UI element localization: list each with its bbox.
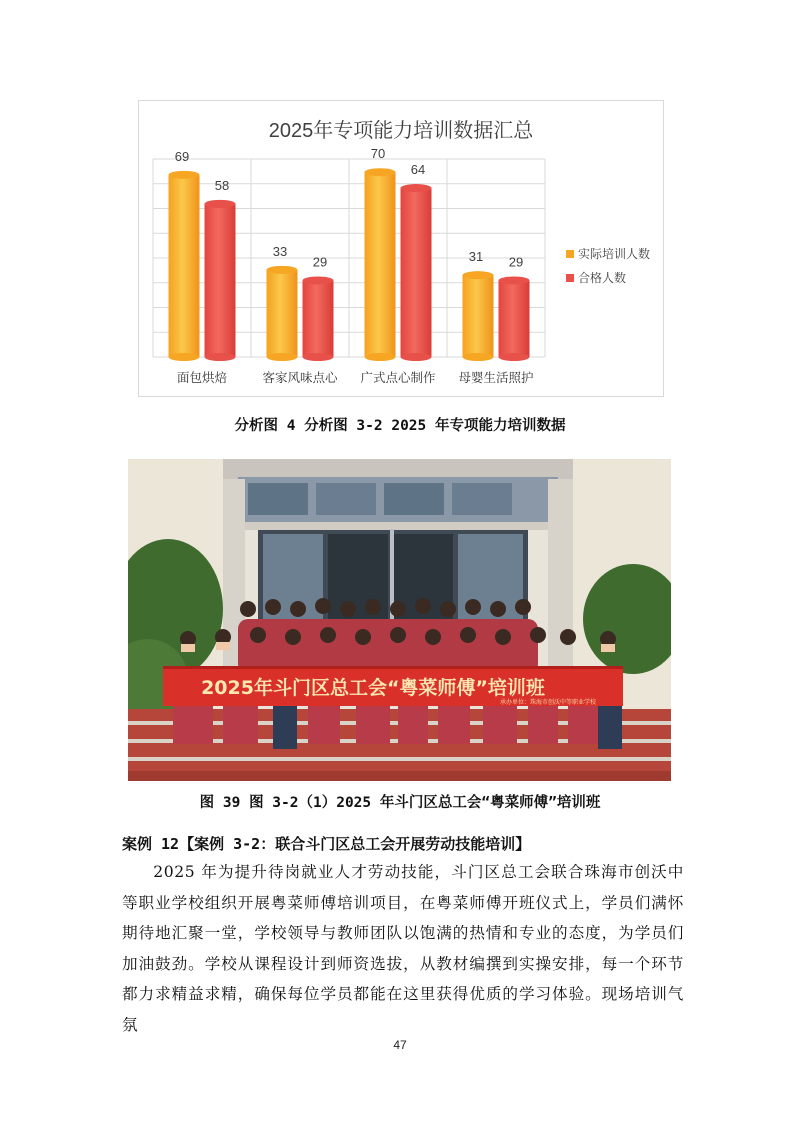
figure-caption-photo: 图 39 图 3-2（1）2025 年斗门区总工会“粤菜师傅”培训班 [199, 795, 601, 811]
chart-legend [566, 246, 650, 285]
bar-bottom [205, 353, 236, 361]
bar-top [205, 200, 236, 208]
category-label: 广式点心制作 [360, 370, 436, 385]
bar-top [463, 271, 494, 279]
bar [463, 275, 494, 357]
bar-bottom [401, 353, 432, 361]
body-text [122, 857, 684, 1040]
bar-bottom [463, 353, 494, 361]
legend-swatch [566, 250, 574, 258]
legend-label: 实际培训人数 [578, 247, 651, 261]
data-label: 31 [468, 249, 484, 265]
bar-top [303, 276, 334, 284]
bar-top [499, 276, 530, 284]
figure-caption-chart: 分析图 4 分析图 3-2 2025 年专项能力培训数据 [234, 418, 566, 434]
bar [205, 204, 236, 357]
bar [401, 188, 432, 357]
bar-top [401, 184, 432, 192]
bar [499, 280, 530, 357]
bar-bottom [303, 353, 334, 361]
body-paragraph: 2025 年为提升待岗就业人才劳动技能，斗门区总工会联合珠海市创沃中等职业学校组织开展粤菜师傅培训项目，在粤菜师傅开班仪式上，学员们满怀期待地汇聚一堂，学校领导与教师团队以饱满的热情和专业的态度，为学员们加油鼓劲。学校从课程设计到师资选拔，从教材编撰到实操安排，每一个环节都力求精益求精，确保每位学员都能在这里获得优质的学习体验。现场培训气氛 [122, 863, 684, 1034]
bar [303, 280, 334, 357]
data-label: 58 [214, 177, 230, 193]
banner-subtext: 承办单位：珠海市创沃中等职业学校 [499, 699, 597, 706]
category-label: 客家风味点心 [262, 370, 338, 385]
data-label: 29 [508, 254, 524, 270]
bar-chart [139, 101, 663, 396]
data-label: 29 [312, 254, 328, 270]
legend-swatch [566, 274, 574, 282]
category-label: 面包烘焙 [176, 370, 228, 385]
bar-top [267, 266, 298, 274]
data-label: 64 [410, 162, 426, 178]
data-label: 33 [272, 243, 288, 259]
bar-bottom [169, 353, 200, 361]
bar-bottom [499, 353, 530, 361]
bar [365, 172, 396, 357]
bar [169, 175, 200, 357]
bar-bottom [365, 353, 396, 361]
category-label: 母婴生活照护 [458, 370, 534, 385]
chart-title: 2025年专项能力培训数据汇总 [268, 120, 534, 142]
chart-container [138, 100, 664, 397]
bar-top [169, 171, 200, 179]
banner-text: 2025年斗门区总工会“粤菜师傅”培训班 [201, 677, 545, 699]
bar [267, 270, 298, 357]
bar-top [365, 168, 396, 176]
page-number: 47 [393, 1038, 407, 1052]
case-heading: 案例 12【案例 3-2：联合斗门区总工会开展劳动技能培训】 [122, 835, 531, 853]
bar-bottom [267, 353, 298, 361]
data-label: 69 [174, 148, 190, 164]
data-label: 70 [370, 146, 386, 162]
group-photo [128, 459, 671, 781]
legend-label: 合格人数 [578, 271, 627, 285]
